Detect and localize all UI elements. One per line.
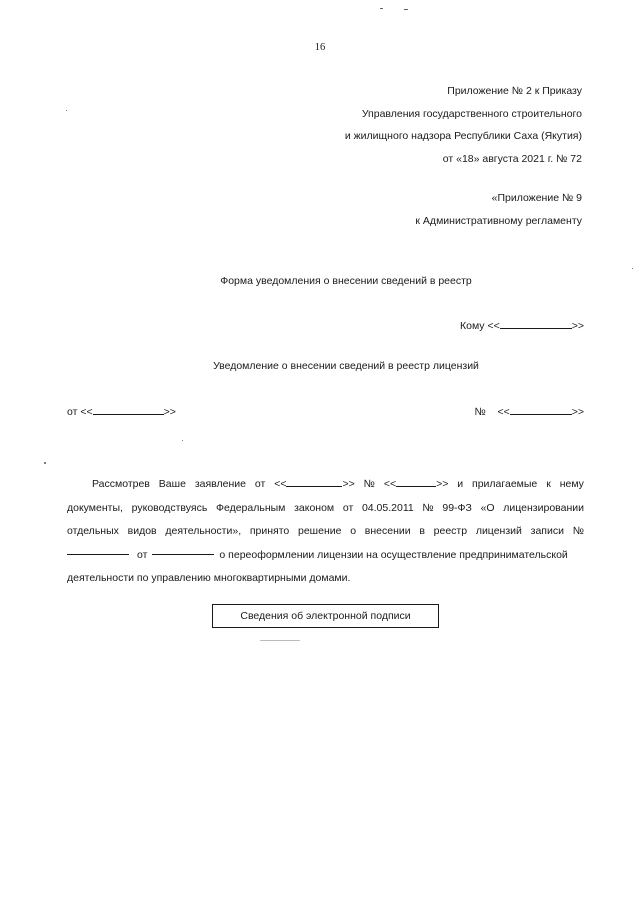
body-word: заявление <box>194 478 246 490</box>
body-line <box>67 544 584 568</box>
from-date-blank <box>93 404 164 415</box>
body-line <box>67 520 584 544</box>
from-prefix: от << <box>67 406 93 418</box>
body-word: отдельных <box>67 525 119 537</box>
from-date-line <box>67 404 176 418</box>
application-number-close: >> <box>436 478 449 490</box>
number-suffix: >> <box>571 406 584 418</box>
recipient-line <box>460 318 584 332</box>
body-word: от <box>137 548 148 561</box>
body-word: № <box>572 525 584 537</box>
scan-speck <box>44 462 46 464</box>
body-word: законом <box>294 501 335 514</box>
body-word: принято <box>249 525 290 537</box>
appendix-header <box>345 80 582 170</box>
body-line <box>67 497 584 521</box>
body-text-segment: деятельности по управлению многоквартирными домами. <box>67 572 351 584</box>
body-word: в <box>419 525 425 537</box>
appendix-reference-line: «Приложение № 9 <box>491 192 582 204</box>
body-word: Ваше <box>158 478 186 490</box>
application-number-open: << <box>383 478 397 490</box>
recipient-suffix: >> <box>571 320 584 332</box>
electronic-signature-box: Сведения об электронной подписи <box>212 604 439 628</box>
appendix-header-line: Приложение № 2 к Приказу <box>447 85 582 97</box>
body-word: к <box>546 478 551 490</box>
number-prefix: № << <box>474 406 510 418</box>
body-line <box>67 567 584 591</box>
record-number-blank <box>67 544 129 555</box>
from-suffix: >> <box>163 406 176 418</box>
application-number-field <box>384 473 449 497</box>
body-word: записи <box>530 525 564 537</box>
body-word: «О <box>480 501 495 514</box>
appendix-header-line: и жилищного надзора Республики Саха (Якутия) <box>344 130 582 142</box>
notice-number-line <box>475 404 584 418</box>
body-word: 04.05.2011 <box>361 501 414 514</box>
body-text-segment: о переоформлении лицензии на осуществление предпринимательской <box>219 548 568 561</box>
body-word: внесении <box>364 525 411 537</box>
appendix-reference-line: к Административному регламенту <box>415 215 582 227</box>
body-word: 99-ФЗ <box>442 501 472 514</box>
notice-title: Уведомление о внесении сведений в реестр лицензий <box>213 360 479 372</box>
scan-speck <box>404 9 408 10</box>
body-word: лицензий <box>475 525 522 537</box>
body-word: видов <box>127 525 157 537</box>
body-word: о <box>350 525 357 537</box>
application-date-close: >> <box>342 478 355 490</box>
body-word: решение <box>298 525 342 537</box>
application-date-field <box>274 473 355 497</box>
body-word: Рассмотрев <box>92 478 150 490</box>
body-word: и <box>457 478 464 490</box>
body-word: от <box>342 501 354 514</box>
scan-speck <box>380 8 383 9</box>
recipient-blank <box>500 318 572 329</box>
body-word: деятельности», <box>165 525 242 537</box>
application-date-open: << <box>274 478 287 490</box>
body-word: нему <box>559 478 584 490</box>
form-title: Форма уведомления о внесении сведений в реестр <box>220 275 472 287</box>
application-number-blank <box>396 476 436 487</box>
body-word: № <box>363 478 375 490</box>
body-paragraph <box>67 473 584 591</box>
body-word: № <box>422 501 434 514</box>
appendix-header-line: от «18» августа 2021 г. № 72 <box>442 152 582 165</box>
body-word: реестр <box>433 525 468 537</box>
notice-number-blank <box>510 404 572 415</box>
record-date-blank <box>152 544 214 555</box>
scan-speck <box>632 268 633 269</box>
body-word: прилагаемые <box>472 478 538 490</box>
body-word: документы, <box>67 501 123 514</box>
appendix-header-line: Управления государственного строительного <box>361 107 582 120</box>
scan-speck <box>182 440 183 441</box>
application-date-blank <box>286 476 342 487</box>
scan-speck <box>66 110 67 111</box>
recipient-prefix: Кому << <box>460 320 500 332</box>
body-word: Федеральным <box>216 501 286 514</box>
scan-speck <box>260 640 300 641</box>
appendix-reference <box>415 187 582 233</box>
body-line <box>67 473 584 497</box>
body-word: лицензировании <box>503 501 584 514</box>
page-number: 16 <box>314 42 326 53</box>
body-word: руководствуясь <box>131 501 208 514</box>
body-word: от <box>254 478 266 490</box>
